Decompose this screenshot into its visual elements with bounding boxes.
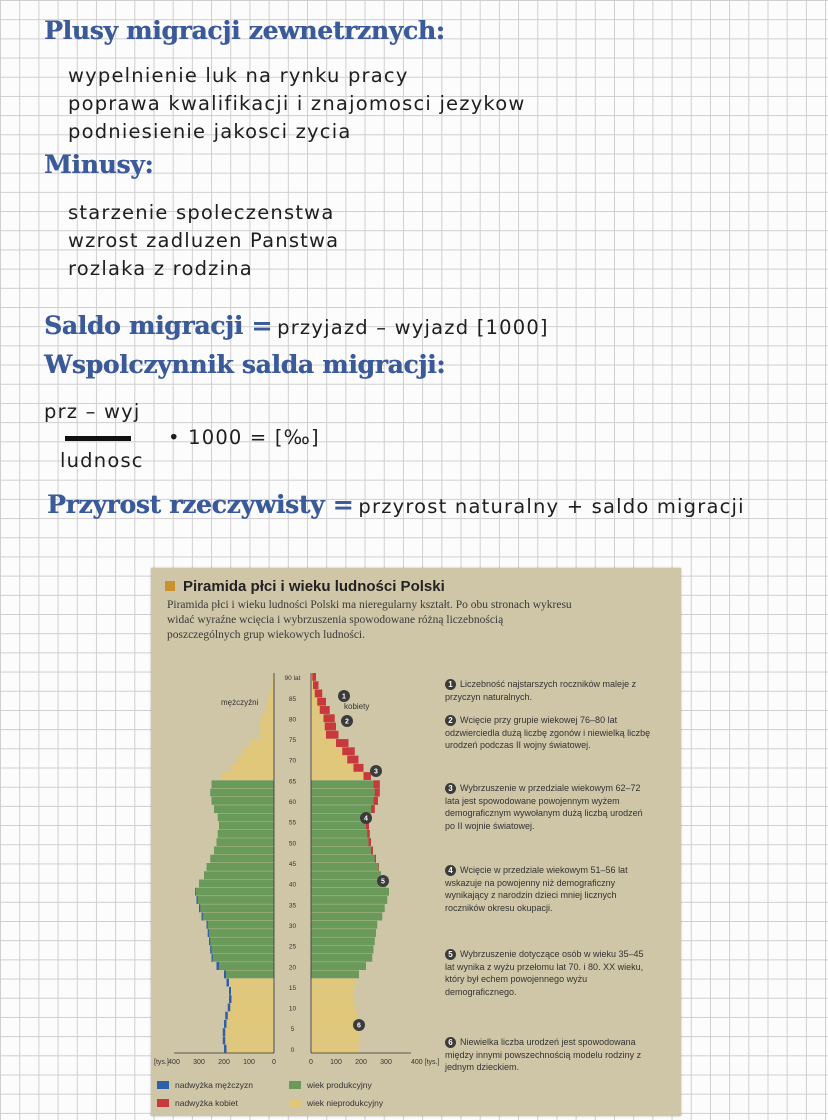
men-surplus-bar — [195, 888, 196, 896]
women-surplus-bar — [336, 739, 349, 747]
photo-description: Piramida płci i wieku ludności Polski ma nieregularny kształt. Po obu stronach wykresu widać wyraźne wcięcia i wybrzuszenia spowodowane różną liczebnością poszczególnych grup wiekowych ludności. — [167, 599, 572, 641]
men-surplus-bar — [210, 946, 211, 954]
men-bar — [243, 747, 274, 755]
women-bar — [311, 830, 370, 838]
note-text: Wcięcie w przedziale wiekowym 51–56 lat wskazuje na powojenny niż demograficzny wynikający z narodzin dzieci mniej licznych roczników okresu okupacji. — [445, 865, 628, 913]
marker-number: 2 — [345, 718, 349, 726]
men-bar — [228, 1003, 274, 1011]
men-surplus-bar — [224, 970, 226, 978]
y-tick-label: 60 — [288, 799, 297, 807]
x-tick-label: 200 — [218, 1059, 230, 1066]
y-tick-label: 5 — [290, 1026, 295, 1034]
women-bar — [311, 995, 354, 1003]
men-bar — [204, 871, 274, 879]
men-surplus-bar — [224, 1020, 227, 1028]
wspolczynnik-heading: Wspolczynnik salda migracji: — [44, 350, 446, 379]
photo-title — [165, 578, 445, 595]
note-text: Wybrzuszenie w przedziale wiekowym 62–72 lata jest spowodowane powojennym wyżem demograficznym wywołanym dużą liczbą urodzeń po II wojnie światowej. — [445, 783, 643, 831]
plusy-heading: Plusy migracji zewnetrznych: — [44, 16, 445, 45]
men-bar — [214, 805, 274, 813]
fraction-multiplier: • 1000 = [‰] — [168, 426, 320, 449]
men-surplus-bar — [202, 913, 203, 921]
women-bar — [311, 962, 366, 970]
women-surplus-bar — [326, 731, 339, 739]
women-surplus-bar — [325, 723, 336, 731]
women-bar — [311, 904, 385, 912]
przyrost-label: Przyrost rzeczywisty = — [47, 490, 354, 519]
men-bar — [229, 995, 274, 1003]
title-square-icon — [165, 581, 175, 591]
men-bar — [212, 797, 275, 805]
men-bar — [210, 789, 274, 797]
men-surplus-bar — [199, 904, 200, 912]
marker-number: 4 — [364, 815, 368, 823]
y-tick-label: 45 — [288, 861, 297, 868]
y-tick-label: 75 — [288, 737, 297, 745]
men-bar — [223, 1036, 274, 1044]
y-tick-label: 90 lat — [284, 675, 301, 683]
men-bar — [260, 723, 274, 731]
x-tick-label: 400 — [168, 1059, 180, 1066]
men-surplus-bar — [217, 962, 220, 970]
men-bar — [199, 880, 274, 888]
men-bar — [214, 846, 274, 854]
women-bar — [311, 1012, 357, 1020]
men-bar — [229, 987, 274, 995]
men-bar — [212, 780, 275, 788]
x-tick-label: 100 — [243, 1059, 255, 1066]
men-bar — [219, 822, 274, 830]
x-tick-label: 300 — [193, 1059, 205, 1066]
legend-swatch-icon — [289, 1099, 301, 1107]
minusy-item: rozlaka z rodzina — [68, 257, 253, 280]
y-tick-label: 40 — [288, 881, 297, 889]
men-label: mężczyźni — [221, 698, 259, 707]
women-bar — [311, 846, 373, 854]
plusy-item: podniesienie jakosci zycia — [68, 120, 352, 143]
men-bar — [212, 954, 275, 962]
women-surplus-bar — [342, 747, 355, 755]
minusy-item: starzenie spoleczenstwa — [68, 201, 335, 224]
women-bar — [311, 946, 374, 954]
men-bar — [217, 962, 275, 970]
note-text: Liczebność najstarszych roczników maleje z przyczyn naturalnych. — [445, 679, 637, 702]
men-bar — [197, 896, 275, 904]
men-surplus-bar — [223, 1036, 226, 1044]
y-tick-label: 25 — [288, 943, 297, 951]
women-surplus-bar — [313, 681, 319, 689]
y-tick-label: 85 — [288, 695, 297, 703]
saldo-line — [44, 311, 549, 340]
men-bar — [207, 921, 275, 929]
y-tick-label: 35 — [288, 902, 297, 910]
women-surplus-bar — [354, 764, 364, 772]
note-2 — [445, 714, 655, 752]
women-bar — [311, 954, 372, 962]
men-bar — [270, 690, 274, 698]
men-surplus-bar — [207, 921, 208, 929]
note-text: Niewielka liczba urodzeń jest spowodowana między innymi powszechnością modelu rodziny z jednym dzieckiem. — [445, 1037, 642, 1072]
men-bar — [249, 739, 274, 747]
y-tick-label: 30 — [288, 922, 297, 930]
men-surplus-bar — [197, 896, 198, 904]
women-surplus-bar — [375, 855, 376, 863]
men-bar — [218, 830, 274, 838]
note-number-icon: 2 — [445, 715, 456, 726]
legend-text: nadwyżka kobiet — [175, 1098, 238, 1108]
women-bar — [311, 921, 377, 929]
women-bar — [311, 797, 378, 805]
men-surplus-bar — [229, 987, 231, 995]
women-surplus-bar — [379, 863, 380, 871]
men-surplus-bar — [225, 1012, 228, 1020]
marker-number: 6 — [357, 1022, 361, 1030]
men-bar — [199, 904, 274, 912]
women-bar — [311, 805, 375, 813]
women-bar — [311, 929, 376, 937]
minusy-item: wzrost zadluzen Panstwa — [68, 229, 340, 252]
y-tick-label: 15 — [288, 984, 297, 992]
men-bar — [259, 731, 274, 739]
women-surplus-bar — [317, 698, 326, 706]
men-bar — [227, 979, 275, 987]
men-surplus-bar — [223, 1028, 226, 1036]
women-bar — [311, 871, 381, 879]
marker-number: 1 — [342, 693, 346, 701]
men-bar — [232, 764, 275, 772]
note-3 — [445, 782, 655, 832]
women-label: kobiety — [344, 702, 370, 711]
women-bar — [311, 780, 380, 788]
men-surplus-bar — [208, 929, 209, 937]
marker-number: 5 — [381, 878, 385, 886]
minusy-list — [68, 199, 339, 283]
note-text: Wcięcie przy grupie wiekowej 76–80 lat odzwierciedla dużą liczbę zgonów i niewielką liczbę urodzeń podczas II wojny światowej. — [445, 715, 651, 750]
women-surplus-bar — [312, 673, 316, 681]
women-surplus-bar — [374, 797, 379, 805]
women-bar — [311, 822, 369, 830]
x-tick-label: 400 [tys.] — [411, 1059, 440, 1066]
women-surplus-bar — [320, 706, 330, 714]
men-surplus-bar — [209, 937, 210, 945]
men-bar — [209, 937, 274, 945]
fraction-numerator: prz – wyj — [44, 400, 141, 423]
legend-text: nadwyżka mężczyzn — [175, 1080, 253, 1090]
women-bar — [311, 880, 386, 888]
legend-text: wiek produkcyjny — [307, 1080, 372, 1090]
legend-men-surplus — [157, 1080, 253, 1090]
men-bar — [218, 813, 274, 821]
x-axis-unit: [tys.] — [154, 1059, 169, 1066]
men-surplus-bar — [229, 995, 232, 1003]
legend-nonproductive — [289, 1098, 383, 1108]
women-bar — [311, 789, 380, 797]
fraction-bar — [65, 436, 131, 441]
women-surplus-bar — [324, 714, 335, 722]
women-bar — [311, 896, 387, 904]
note-number-icon: 4 — [445, 865, 456, 876]
x-tick-label: 0 — [272, 1059, 276, 1066]
note-1 — [445, 678, 655, 703]
women-bar — [311, 1045, 359, 1053]
women-bar — [311, 888, 389, 896]
y-tick-label: 50 — [288, 840, 297, 848]
fraction-denominator: ludnosc — [60, 449, 144, 472]
y-tick-label: 55 — [288, 819, 297, 827]
note-4 — [445, 864, 655, 914]
legend-swatch-icon — [289, 1081, 301, 1089]
y-tick-label: 10 — [288, 1005, 297, 1013]
minusy-heading: Minusy: — [44, 150, 154, 179]
men-bar — [223, 1028, 274, 1036]
men-bar — [238, 756, 274, 764]
x-tick-label: 200 — [355, 1059, 367, 1066]
women-bar — [311, 772, 371, 780]
men-surplus-bar — [228, 1003, 231, 1011]
women-bar — [311, 863, 379, 871]
legend-swatch-icon — [157, 1081, 169, 1089]
women-surplus-bar — [315, 690, 323, 698]
men-bar — [265, 706, 274, 714]
men-bar — [224, 1020, 274, 1028]
women-bar — [311, 855, 376, 863]
men-bar — [210, 855, 274, 863]
women-surplus-bar — [371, 805, 375, 813]
women-surplus-bar — [347, 756, 358, 764]
legend-women-surplus — [157, 1098, 238, 1108]
y-tick-label: 65 — [288, 778, 297, 786]
men-bar — [207, 863, 275, 871]
men-bar — [217, 838, 275, 846]
saldo-label: Saldo migracji = — [44, 311, 273, 340]
y-tick-label: 80 — [288, 716, 297, 724]
women-bar — [311, 1020, 359, 1028]
women-bar — [311, 979, 356, 987]
y-tick-label: 0 — [290, 1046, 295, 1054]
men-bar — [208, 929, 274, 937]
note-number-icon: 5 — [445, 949, 456, 960]
women-bar — [311, 1036, 360, 1044]
women-surplus-bar — [371, 846, 373, 854]
men-surplus-bar — [224, 1045, 227, 1053]
saldo-formula: przyjazd – wyjazd [1000] — [277, 316, 549, 339]
women-bar — [311, 1028, 360, 1036]
women-surplus-bar — [364, 772, 372, 780]
note-number-icon: 3 — [445, 783, 456, 794]
note-6 — [445, 1036, 655, 1074]
plusy-item: wypelnienie luk na rynku pracy — [68, 64, 409, 87]
legend-text: wiek nieprodukcyjny — [307, 1098, 384, 1108]
population-pyramid — [151, 663, 441, 1113]
men-bar — [210, 946, 274, 954]
legend-swatch-icon — [157, 1099, 169, 1107]
note-number-icon: 6 — [445, 1037, 456, 1048]
y-tick-label: 20 — [288, 964, 297, 972]
x-tick-label: 100 — [330, 1059, 342, 1066]
women-surplus-bar — [375, 789, 380, 797]
note-number-icon: 1 — [445, 679, 456, 690]
marker-number: 3 — [374, 768, 378, 776]
women-bar — [311, 937, 375, 945]
x-tick-label: 300 — [380, 1059, 392, 1066]
legend-productive — [289, 1080, 372, 1090]
men-surplus-bar — [212, 954, 213, 962]
women-surplus-bar — [374, 780, 380, 788]
przyrost-formula: przyrost naturalny + saldo migracji — [358, 495, 745, 518]
women-bar — [311, 987, 354, 995]
przyrost-line — [47, 490, 745, 519]
women-surplus-bar — [369, 838, 372, 846]
textbook-photo — [151, 568, 681, 1116]
men-surplus-bar — [227, 979, 230, 987]
women-bar — [311, 913, 382, 921]
women-bar — [311, 1003, 355, 1011]
women-bar — [311, 970, 359, 978]
men-bar — [262, 714, 275, 722]
note-5 — [445, 948, 655, 998]
men-bar — [224, 970, 274, 978]
note-text: Wybrzuszenie dotyczące osób w wieku 35–45 lat wynika z wyżu przełomu lat 70. i 80. XX wieku, który był echem powojennego wyżu demograficznego. — [445, 949, 644, 997]
women-bar — [311, 838, 371, 846]
women-surplus-bar — [367, 830, 370, 838]
x-tick-label: 0 — [309, 1059, 313, 1066]
men-bar — [195, 888, 274, 896]
plusy-list — [68, 62, 526, 146]
photo-title-text: Piramida płci i wieku ludności Polski — [183, 578, 445, 595]
men-bar — [225, 1012, 274, 1020]
men-bar — [202, 913, 275, 921]
men-bar — [268, 698, 274, 706]
plusy-item: poprawa kwalifikacji i znajomosci jezykow — [68, 92, 526, 115]
men-bar — [222, 772, 275, 780]
men-bar — [224, 1045, 274, 1053]
y-tick-label: 70 — [288, 757, 297, 765]
